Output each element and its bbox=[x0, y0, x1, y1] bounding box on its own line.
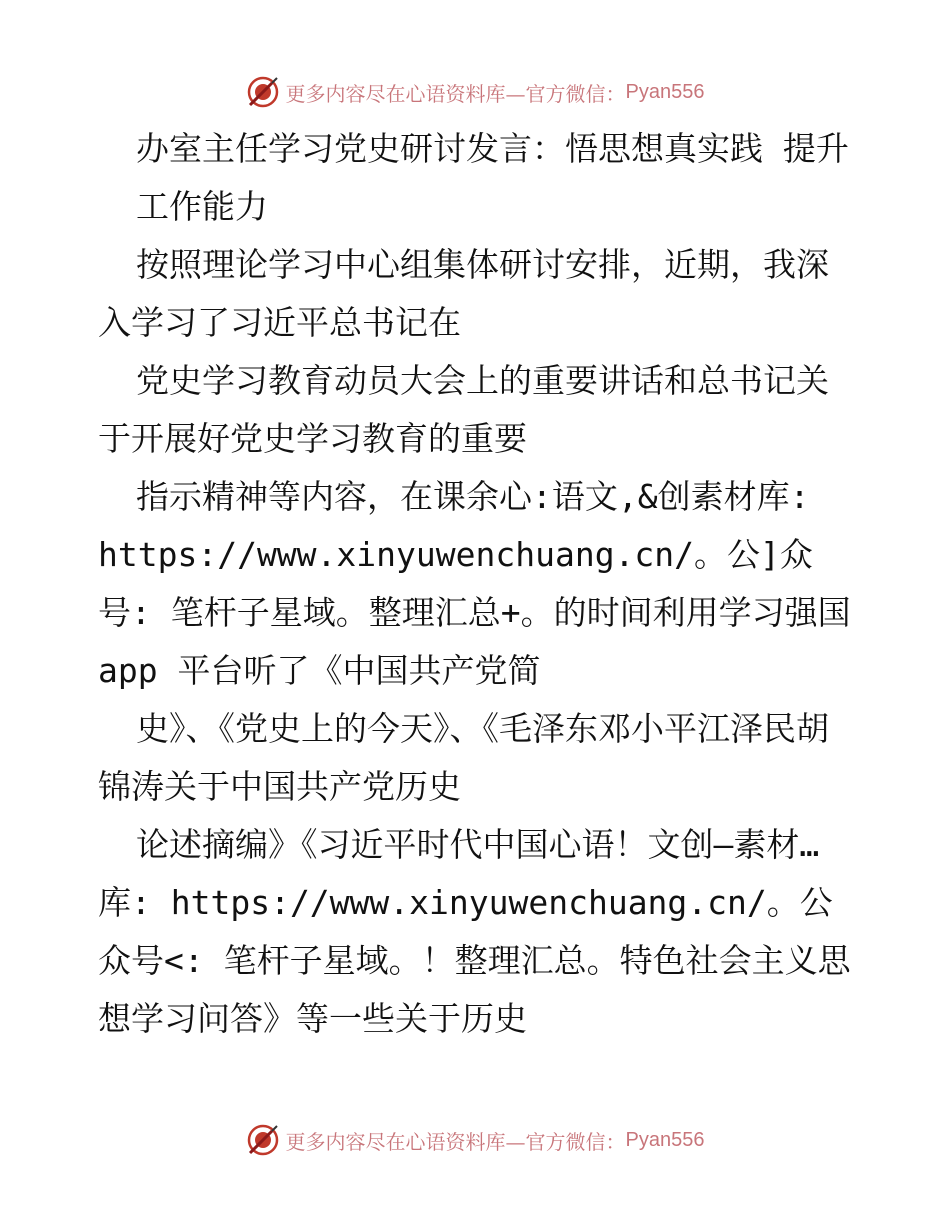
banner-text: 更多内容尽在心语资料库—官方微信： bbox=[285, 81, 626, 106]
header-watermark-banner bbox=[0, 72, 950, 112]
pen-logo-icon bbox=[246, 1123, 280, 1157]
document-body bbox=[98, 120, 858, 1048]
paragraph: 论述摘编》《习近平时代中国心语！文创—素材…库: https://www.xinyuwenchuang.cn/。公众号<: 笔杆子星域。！整理汇总。特色社会主义思想学习问答》等一些关于历史 bbox=[98, 825, 851, 1038]
paragraph: 指示精神等内容，在课余心:语文,&创素材库: https://www.xinyuwenchuang.cn/。公]众号: 笔杆子星域。整理汇总+。的时间利用学习强国 app 平台听了《中国共产党简 bbox=[98, 477, 851, 690]
paragraph: 史》、《党史上的今天》、《毛泽东邓小平江泽民胡锦涛关于中国共产党历史 bbox=[98, 709, 829, 806]
paragraph: 按照理论学习中心组集体研讨安排，近期，我深入学习了习近平总书记在 bbox=[98, 245, 829, 342]
banner-text: 更多内容尽在心语资料库—官方微信： bbox=[285, 1129, 626, 1154]
footer-watermark-banner bbox=[0, 1120, 950, 1160]
paragraph: 工作能力 bbox=[136, 187, 268, 226]
paragraph: 党史学习教育动员大会上的重要讲话和总书记关于开展好党史学习教育的重要 bbox=[98, 361, 829, 458]
banner-wechat-id: Pyan556 bbox=[625, 80, 705, 103]
banner-wechat-id: Pyan556 bbox=[625, 1128, 705, 1151]
pen-logo-icon bbox=[246, 75, 280, 109]
title-paragraph: 办室主任学习党史研讨发言：悟思想真实践 提升 bbox=[136, 129, 849, 168]
